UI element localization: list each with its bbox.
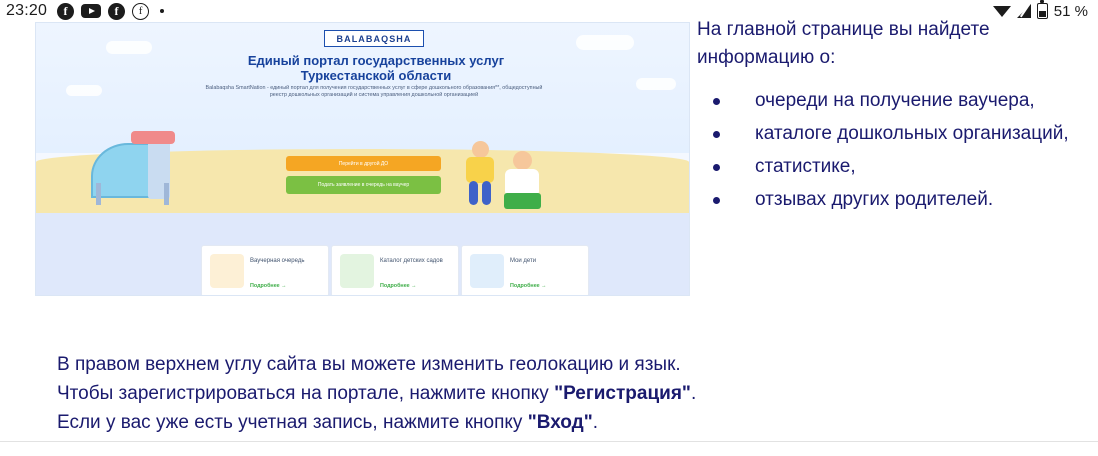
- slide-top-icon: [131, 131, 175, 144]
- dot-icon: [160, 9, 164, 13]
- facebook-outline-icon: f: [132, 3, 149, 20]
- cloud-icon: [106, 41, 152, 54]
- portal-logo: [324, 30, 424, 47]
- portal-subtitle: Balabaqsha SmartNation - единый портал для получения государственных услуг в сфере дошкольного образования**, общедоступный реестр дошкольных организаций и система управления дошкольной организацией: [205, 85, 543, 98]
- card-more-link[interactable]: Подробнее →: [510, 283, 547, 289]
- bottom-line-3-prefix: Если у вас уже есть учетная запись, нажмите кнопку: [57, 412, 528, 433]
- portal-title: [176, 53, 576, 83]
- portal-screenshot: [35, 22, 690, 296]
- portal-logo-text: BALABAQSHA: [336, 33, 412, 44]
- login-button-label: "Вход": [527, 412, 593, 433]
- bottom-line-1: В правом верхнем углу сайта вы можете изменить геолокацию и язык.: [57, 354, 681, 375]
- bottom-line-2: [57, 379, 1057, 408]
- cloud-icon: [636, 78, 676, 90]
- cloud-icon: [66, 85, 102, 96]
- list-item: очереди на получение ваучера,: [697, 86, 1082, 115]
- kindergarten-icon: [340, 254, 374, 288]
- instructions-lead: На главной странице вы найдете информацию о:: [697, 19, 990, 68]
- list-item: отзывах других родителей.: [697, 185, 1082, 214]
- card-title: Ваучерная очередь: [250, 258, 305, 264]
- instructions-panel: [697, 16, 1082, 218]
- facebook-icon: f: [108, 3, 125, 20]
- registration-button-label: "Регистрация": [554, 383, 691, 404]
- bottom-instructions: [57, 350, 1057, 437]
- card-more-link[interactable]: Подробнее →: [380, 283, 417, 289]
- card-kindergarten-catalog[interactable]: [331, 245, 459, 296]
- cloud-icon: [576, 35, 634, 50]
- status-clock: 23:20: [6, 2, 48, 19]
- triangle-down-icon: [993, 6, 1011, 17]
- children-icon: [470, 254, 504, 288]
- bottom-line-3-suffix: .: [592, 412, 598, 433]
- card-my-children[interactable]: [461, 245, 589, 296]
- facebook-icon: f: [57, 3, 74, 20]
- status-notification-icons: [57, 3, 164, 20]
- portal-title-line1: Единый портал государственных услуг: [247, 53, 505, 68]
- bottom-line-2-suffix: .: [690, 383, 697, 404]
- bottom-line-3: [57, 408, 1057, 437]
- card-title: Каталог детских садов: [380, 258, 443, 264]
- instructions-bullet-list: [697, 86, 1082, 214]
- slide-pole-icon: [96, 183, 101, 205]
- battery-percent-label: 51 %: [1053, 2, 1088, 20]
- transfer-to-other-kindergarten-button[interactable]: Перейти в другой ДО: [286, 156, 441, 171]
- youtube-icon: [81, 4, 101, 18]
- submit-voucher-application-button[interactable]: Подать заявление в очередь на ваучер: [286, 176, 441, 194]
- list-item: статистике,: [697, 152, 1082, 181]
- portal-title-line2: Туркестанской области: [300, 68, 452, 83]
- voucher-icon: [210, 254, 244, 288]
- card-title: Мои дети: [510, 258, 537, 264]
- bottom-line-2-prefix: Чтобы зарегистрироваться на портале, нажмите кнопку: [57, 383, 555, 404]
- card-voucher-queue[interactable]: [201, 245, 329, 296]
- card-more-link[interactable]: Подробнее →: [250, 283, 287, 289]
- list-item: каталоге дошкольных организаций,: [697, 119, 1082, 148]
- slide-pole-icon: [164, 183, 169, 205]
- page-divider: [0, 441, 1098, 442]
